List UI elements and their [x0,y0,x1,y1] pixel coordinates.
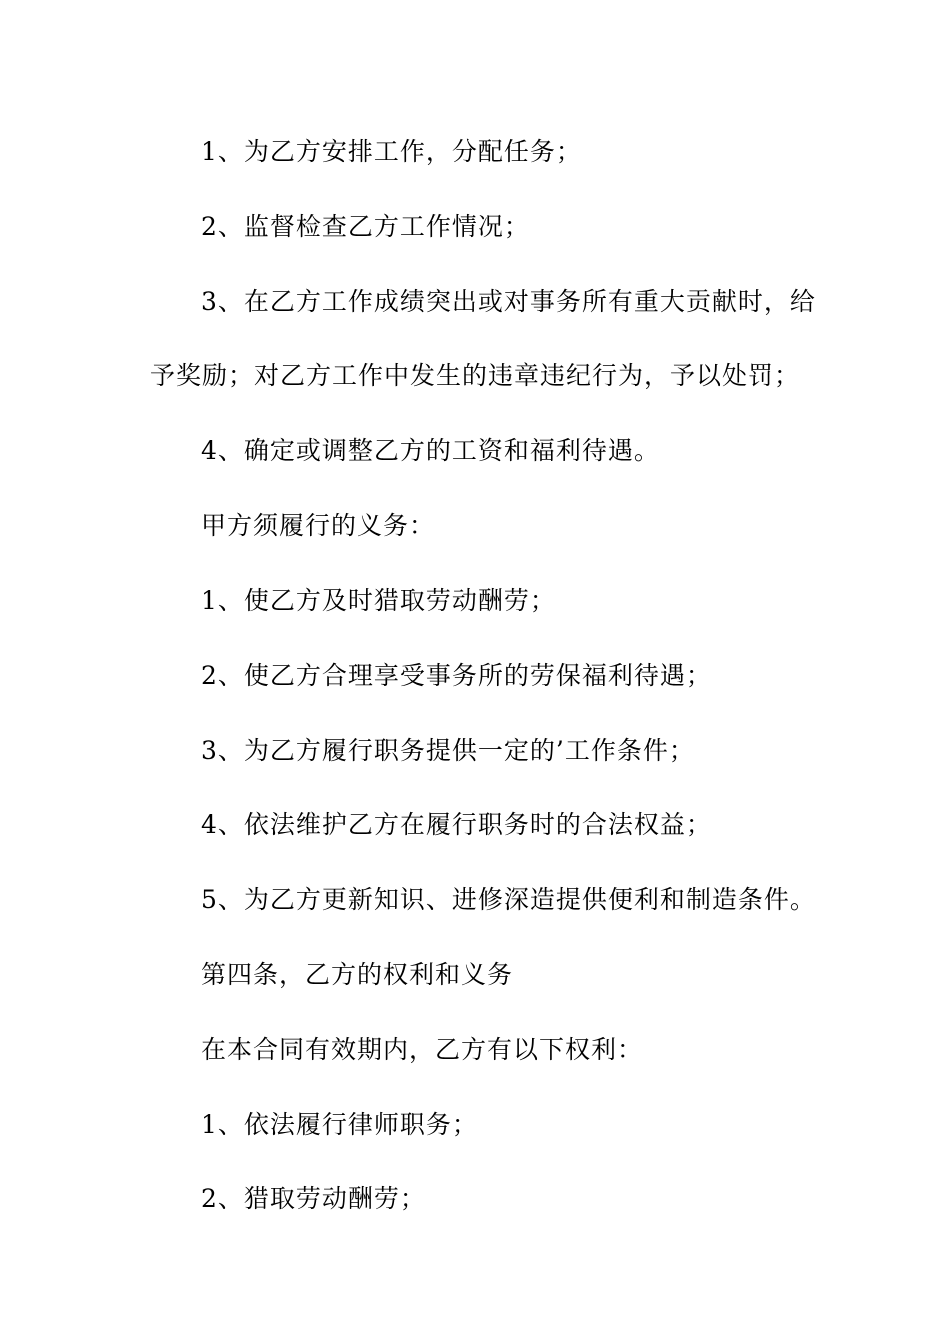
section-heading-party-a-obligations: 甲方须履行的义务： [201,511,436,540]
paragraph-item-1-assign-work: 1、为乙方安排工作，分配任务； [201,137,582,166]
paragraph-obligation-2: 2、使乙方合理享受事务所的劳保福利待遇； [201,661,712,690]
paragraph-item-4-salary: 4、确定或调整乙方的工资和福利待遇。 [201,436,660,465]
paragraph-item-2-supervise: 2、监督检查乙方工作情况； [201,212,530,241]
paragraph-obligation-1: 1、使乙方及时猎取劳动酬劳； [201,586,556,615]
paragraph-item-3-reward-line1: 3、在乙方工作成绩突出或对事务所有重大贡献时，给 [201,287,816,316]
paragraph-obligation-3: 3、为乙方履行职务提供一定的’工作条件； [201,736,695,765]
paragraph-right-2: 2、猎取劳动酬劳； [201,1184,426,1213]
paragraph-item-3-reward-line2: 予奖励；对乙方工作中发生的违章违纪行为，予以处罚； [150,361,801,390]
paragraph-obligation-4: 4、依法维护乙方在履行职务时的合法权益； [201,810,712,839]
paragraph-party-b-rights-intro: 在本合同有效期内，乙方有以下权利： [201,1035,644,1064]
paragraph-right-1: 1、依法履行律师职务； [201,1110,478,1139]
paragraph-obligation-5: 5、为乙方更新知识、进修深造提供便利和制造条件。 [201,885,816,914]
article-heading-4: 第四条，乙方的权利和义务 [201,960,514,989]
